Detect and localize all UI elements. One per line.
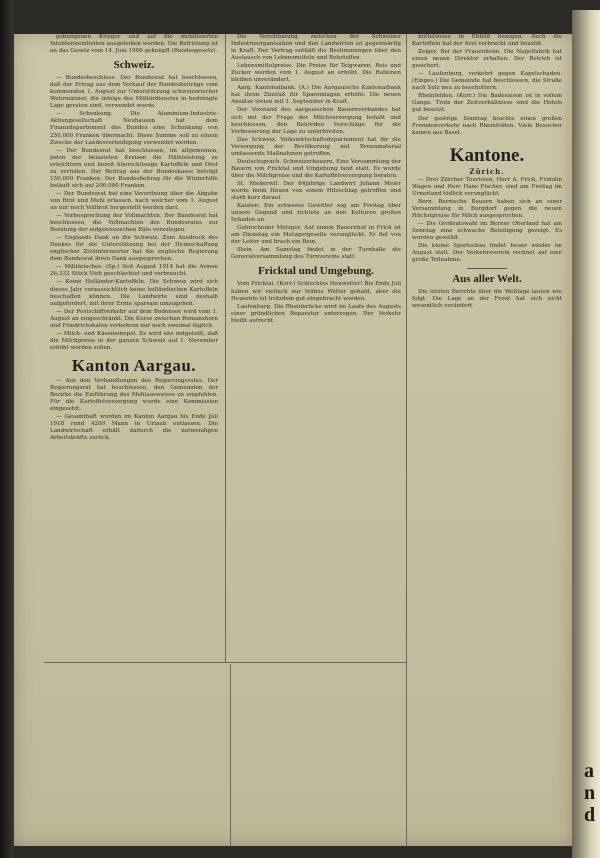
article-paragraph: Gebrochener Metzger. Auf einem Bauernhof in Frick ist am Dienstag ein Metzgergeselle verunglückt. Er fiel von der Leiter und brach ein Bein. xyxy=(231,225,401,246)
article-paragraph: — Vorbesprechung der Vollmachten. Der Bundesrat hat beschlossen, die Vollmachten des Bundesrates zur Beratung der eidgenössischen Räte vorzulegen. xyxy=(50,213,218,234)
article-paragraph: Deutschsprach. Schweizerbauern. Eine Versammlung der Bauern von Fricktal und Umgebung fand statt. Es wurde über die Milchpreise und die Kartoffelversorgung beraten. xyxy=(231,158,401,179)
column-1 xyxy=(50,34,218,662)
column-rule-1 xyxy=(225,34,226,662)
article-paragraph: Stein. Am Samstag findet in der Turnhalle die Generalversammlung des Turnvereins statt. xyxy=(231,247,401,261)
section-title-kantone: Kantone. xyxy=(449,144,525,166)
article-paragraph: — Militärisches. (Sp.) Seit August 1914 hat die Armee 26,333 Stück Vieh geschlachtet und verbraucht. xyxy=(50,264,218,278)
section-rule xyxy=(44,662,406,663)
next-page-edge-text xyxy=(584,760,600,826)
column-2 xyxy=(231,34,401,634)
article-paragraph: — Schenkung. Die Aluminium-Industrie-Aktiengesellschaft Neuhausen hat dem Finanzdepartement des Bundes eine Schenkung von 250,000 Franken übermacht. Diese Summe soll zu einem Zwecke der Landesverteidigung verwendet werden. xyxy=(50,111,218,146)
article-paragraph: — Gesamthaft wurden im Kanton Aargau bis Ende Juli 1918 rund 4200 Mann in Urlaub entlassen. Die Landwirtschaft erhält dadurch die notwendigen Arbeitskräfte zurück. xyxy=(50,414,218,442)
article-paragraph: Das Schweiz. Volkswirtschaftsdepartement hat für die Versorgung der Bevölkerung mit Brennmaterial umfassende Maßnahmen getroffen. xyxy=(231,136,401,157)
article-paragraph: Laufenburg. Die Rheinbrücke wird im Laufe des Augusts einer gründlichen Reparatur unterzogen. Der Verkehr bleibt aufrecht. xyxy=(231,303,401,324)
article-paragraph: Der gestrige Sonntag brachte einen großen Fremdenverkehr nach Rheinfelden. Viele Besucher kamen aus Basel. xyxy=(412,115,562,136)
divider xyxy=(467,268,507,269)
article-paragraph: — Der Bundesrat hat beschlossen, im allgemeinen, jeden der belasteten Kreisen die Hilfeleistung zu erleichtern und bereit überschüssige Kartoffeln und Obst zu verteilen. Der Beitrag aus der Bundeskasse beträgt 150,000 Franken. Der Bundesbeitrag für die Winterhilfe beläuft sich auf 200,000 Franken. xyxy=(50,147,218,189)
article-paragraph: — Drei Zürcher Touristen, Herr A. Frick, Fridolin Wagen und Herr Hans Fischer, sind am Freitag im Urnerland tödlich verunglückt. xyxy=(412,176,562,197)
article-paragraph: Bern. Bernische Bauern haben sich an einer Versammlung in Burgdorf gegen die neuen Höchstpreise für Milch ausgesprochen. xyxy=(412,198,562,219)
article-paragraph: — Keine Holländer-Kartoffeln. Die Schweiz wird sich dieses Jahr voraussichtlich keine holländischen Kartoffeln beschaffen können. Die Landwirte sind deshalb aufgefordert, mit ihrer Ernte sparsam umzugehen. xyxy=(50,279,218,307)
section-title-kanton-aargau: Kanton Aargau. xyxy=(71,355,197,375)
article-paragraph: — Milch- und Käsemonopol. Es wird uns mitgeteilt, daß die Milchpreise in der ganzen Schweiz auf 1. November erhöht werden sollen. xyxy=(50,330,218,351)
edge-char: a xyxy=(584,760,594,782)
article-paragraph: — Bundesbeschluss. Der Bundesrat hat beschlossen, daß der Ertrag aus dem Verkauf der Bundesbeiträge vom kommenden 1. August zur Unterstützung schweizerischer Wehrmänner, die infolge des Militärdienstes in bedrängte Lage geraten sind, verwendet werde. xyxy=(50,75,218,110)
article-paragraph: St. Niederwil. Der 64jährige Landwirt Johann Meier wurde beim Heuen von einem Hitzschlag getroffen und starb kurz darauf. xyxy=(231,180,401,202)
article-paragraph: Kaisten. Ein schweres Gewitter zog am Freitag über unsere Gegend und richtete an den Kulturen großen Schaden an. xyxy=(231,203,401,224)
article-paragraph: — Der Bundesrat hat eine Verordnung über die Abgabe von Brot und Mehl erlassen, nach welcher vom 1. August an nur noch Vollbrot hergestellt werden darf. xyxy=(50,190,218,211)
article-paragraph: mittelweise in Ebfeld bezogen. Auch die Kartoffeln hat der Arzt verbracht und bezahlt. xyxy=(412,34,562,48)
section-title-aus-aller-welt: Aus aller Welt. xyxy=(452,273,522,286)
column-rule-lower xyxy=(230,664,231,846)
section-title-fricktal: Fricktal und Umgebung. xyxy=(258,265,374,278)
column-3 xyxy=(412,34,562,846)
article-paragraph: gebungenen Krieger und auf die mobilisierten Infanterieeinheiten ausgehoben werden. Die Befristung ist an das Gesetz vom 14. Juni 1906 geknüpft (Bundesgesetz). xyxy=(50,34,218,55)
edge-char: d xyxy=(584,804,596,826)
article-paragraph: Lebensmittelpreise. Die Preise für Teigwaren, Reis und Zucker werden vom 1. August an erhöht. Die Rationen bleiben unverändert. xyxy=(231,63,401,84)
article-paragraph: Die letzten Berichte über die Weltlage lauten wie folgt: Die Lage an der Front hat sich nicht wesentlich verändert. xyxy=(412,289,562,310)
article-paragraph: Vom Fricktal. (Korr.) Schlechtes Heuwetter! Bis Ende Juli haben wir vielfach nur trübes Wetter gehabt, aber die Heuernte ist trotzdem gut eingebracht worden. xyxy=(231,281,401,302)
article-paragraph: — Die Großratswahl im Berner Oberland hat am Sonntag eine schwache Beteiligung gezeigt. Es wurden gewählt. xyxy=(412,220,562,242)
article-paragraph: — Der Postschiffverkehr auf dem Bodensee wird vom 1. August an eingeschränkt. Die Kurse zwischen Romanshorn und Friedrichshafen verkehren nur noch zweimal täglich. xyxy=(50,308,218,329)
section-title-schweiz: Schweiz. xyxy=(113,59,155,72)
article-paragraph: Die Vereinbarung zwischen der Schweizer Industrieorganisation und den Landwirten ist gegenwärtig in Kraft. Der Vertrag enthält die Bestimmungen über den Austausch von Lebensmitteln und Rohstoffen. xyxy=(231,34,401,62)
article-paragraph: — Laufenburg, verkehrt gegen Kapelschaden. (Einges.) Die Gemeinde hat beschlossen, die Straße nach Sulz neu zu beschottern. xyxy=(412,71,562,92)
article-paragraph: Rheinfelden. (Korr.) Die Badesaison ist in vollem Gange. Trotz der Zeitverhältnisse sind die Hotels gut besetzt. xyxy=(412,93,562,114)
subsection-label-zurich: Zürich. xyxy=(469,166,505,176)
article-paragraph: — Aus den Verhandlungen des Regierungsrates. Der Regierungsrat hat beschlossen, den Gemeinden der Bezirke die Einführung des Mehlausweises zu empfehlen. Für die Kartoffelversorgung wurde eine Kommission eingesetzt. xyxy=(50,377,218,413)
column-rule-2 xyxy=(406,34,407,846)
article-paragraph: Der Vorstand des aargauischen Bauernverbandes hat sich mit der Frage der Milchversorgung befaßt und beschlossen, den Behörden Vorschläge für die Verbesserung der Lage zu unterbreiten. xyxy=(231,107,401,135)
newspaper-page xyxy=(14,34,572,846)
article-paragraph: Zeiger. Bei der Frauenheim. Die Nagelfabrik hat einen neuen Direktor erhalten. Der Betrieb ist gesichert. xyxy=(412,49,562,70)
article-paragraph: Aarg. Kantonalbank. (A.) Die Aargauische Kantonalbank hat ihren Zinsfuß für Spareinlagen erhöht. Die neuen Ansätze treten mit 1. September in Kraft. xyxy=(231,85,401,106)
article-paragraph: Die kleine Sportschau findet heuer wieder im August statt. Der Verkehrsverein rechnet auf eine große Teilnahme. xyxy=(412,243,562,264)
edge-char: n xyxy=(584,782,596,804)
binding-gutter xyxy=(0,0,14,858)
page-stack-edge xyxy=(572,10,600,858)
article-paragraph: — Englands Dank an die Schweiz. Zum Ausdruck des Dankes für die Unterstützung bei der Heimschaffung englischer Zivilinternierter hat die englische Regierung dem Bundesrat ihren Dank ausgesprochen. xyxy=(50,235,218,263)
